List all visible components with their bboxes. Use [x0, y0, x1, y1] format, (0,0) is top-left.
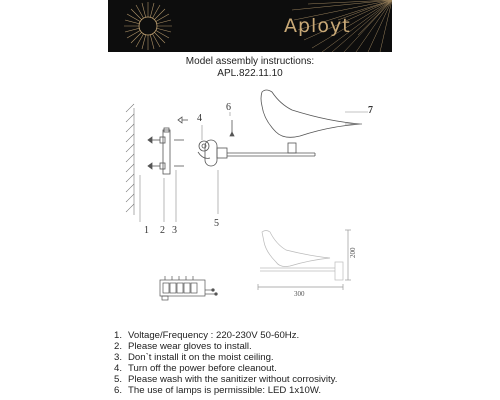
height-dimension: 200: [349, 247, 357, 258]
width-dimension: 300: [294, 290, 305, 298]
terminal-block: [160, 276, 217, 300]
wall-hatch: [126, 104, 134, 215]
list-item: 2. Please wear gloves to install.: [114, 341, 252, 352]
model-number: APL.822.11.10: [217, 68, 283, 79]
instructions-list: [114, 330, 337, 396]
part-label-6: 6: [226, 102, 231, 113]
list-item: 5. Please wash with the sanitizer without corrosivity.: [114, 374, 338, 385]
list-item: 3. Don`t install it on the moist ceiling.: [114, 352, 274, 363]
list-item: 4. Turn off the power before cleanout.: [114, 363, 277, 374]
bird-shade: [261, 90, 362, 137]
wall-screws: [148, 117, 188, 169]
part-label-3: 3: [172, 225, 177, 236]
instructions-title: Model assembly instructions:: [185, 56, 315, 67]
cap-part: [199, 141, 209, 151]
list-item: 1. Voltage/Frequency : 220-230V 50-60Hz.: [114, 330, 300, 341]
canopy: [205, 140, 217, 166]
list-item: 6. The use of lamps is permissible: LED 1x10W.: [114, 385, 322, 396]
part-label-5: 5: [214, 218, 219, 229]
part-label-7: 7: [368, 105, 373, 116]
part-label-4: 4: [197, 113, 202, 124]
part-label-1: 1: [144, 225, 149, 236]
brand-name: Aployt: [284, 15, 351, 37]
part-label-2: 2: [160, 225, 165, 236]
dimension-view: [258, 230, 351, 290]
